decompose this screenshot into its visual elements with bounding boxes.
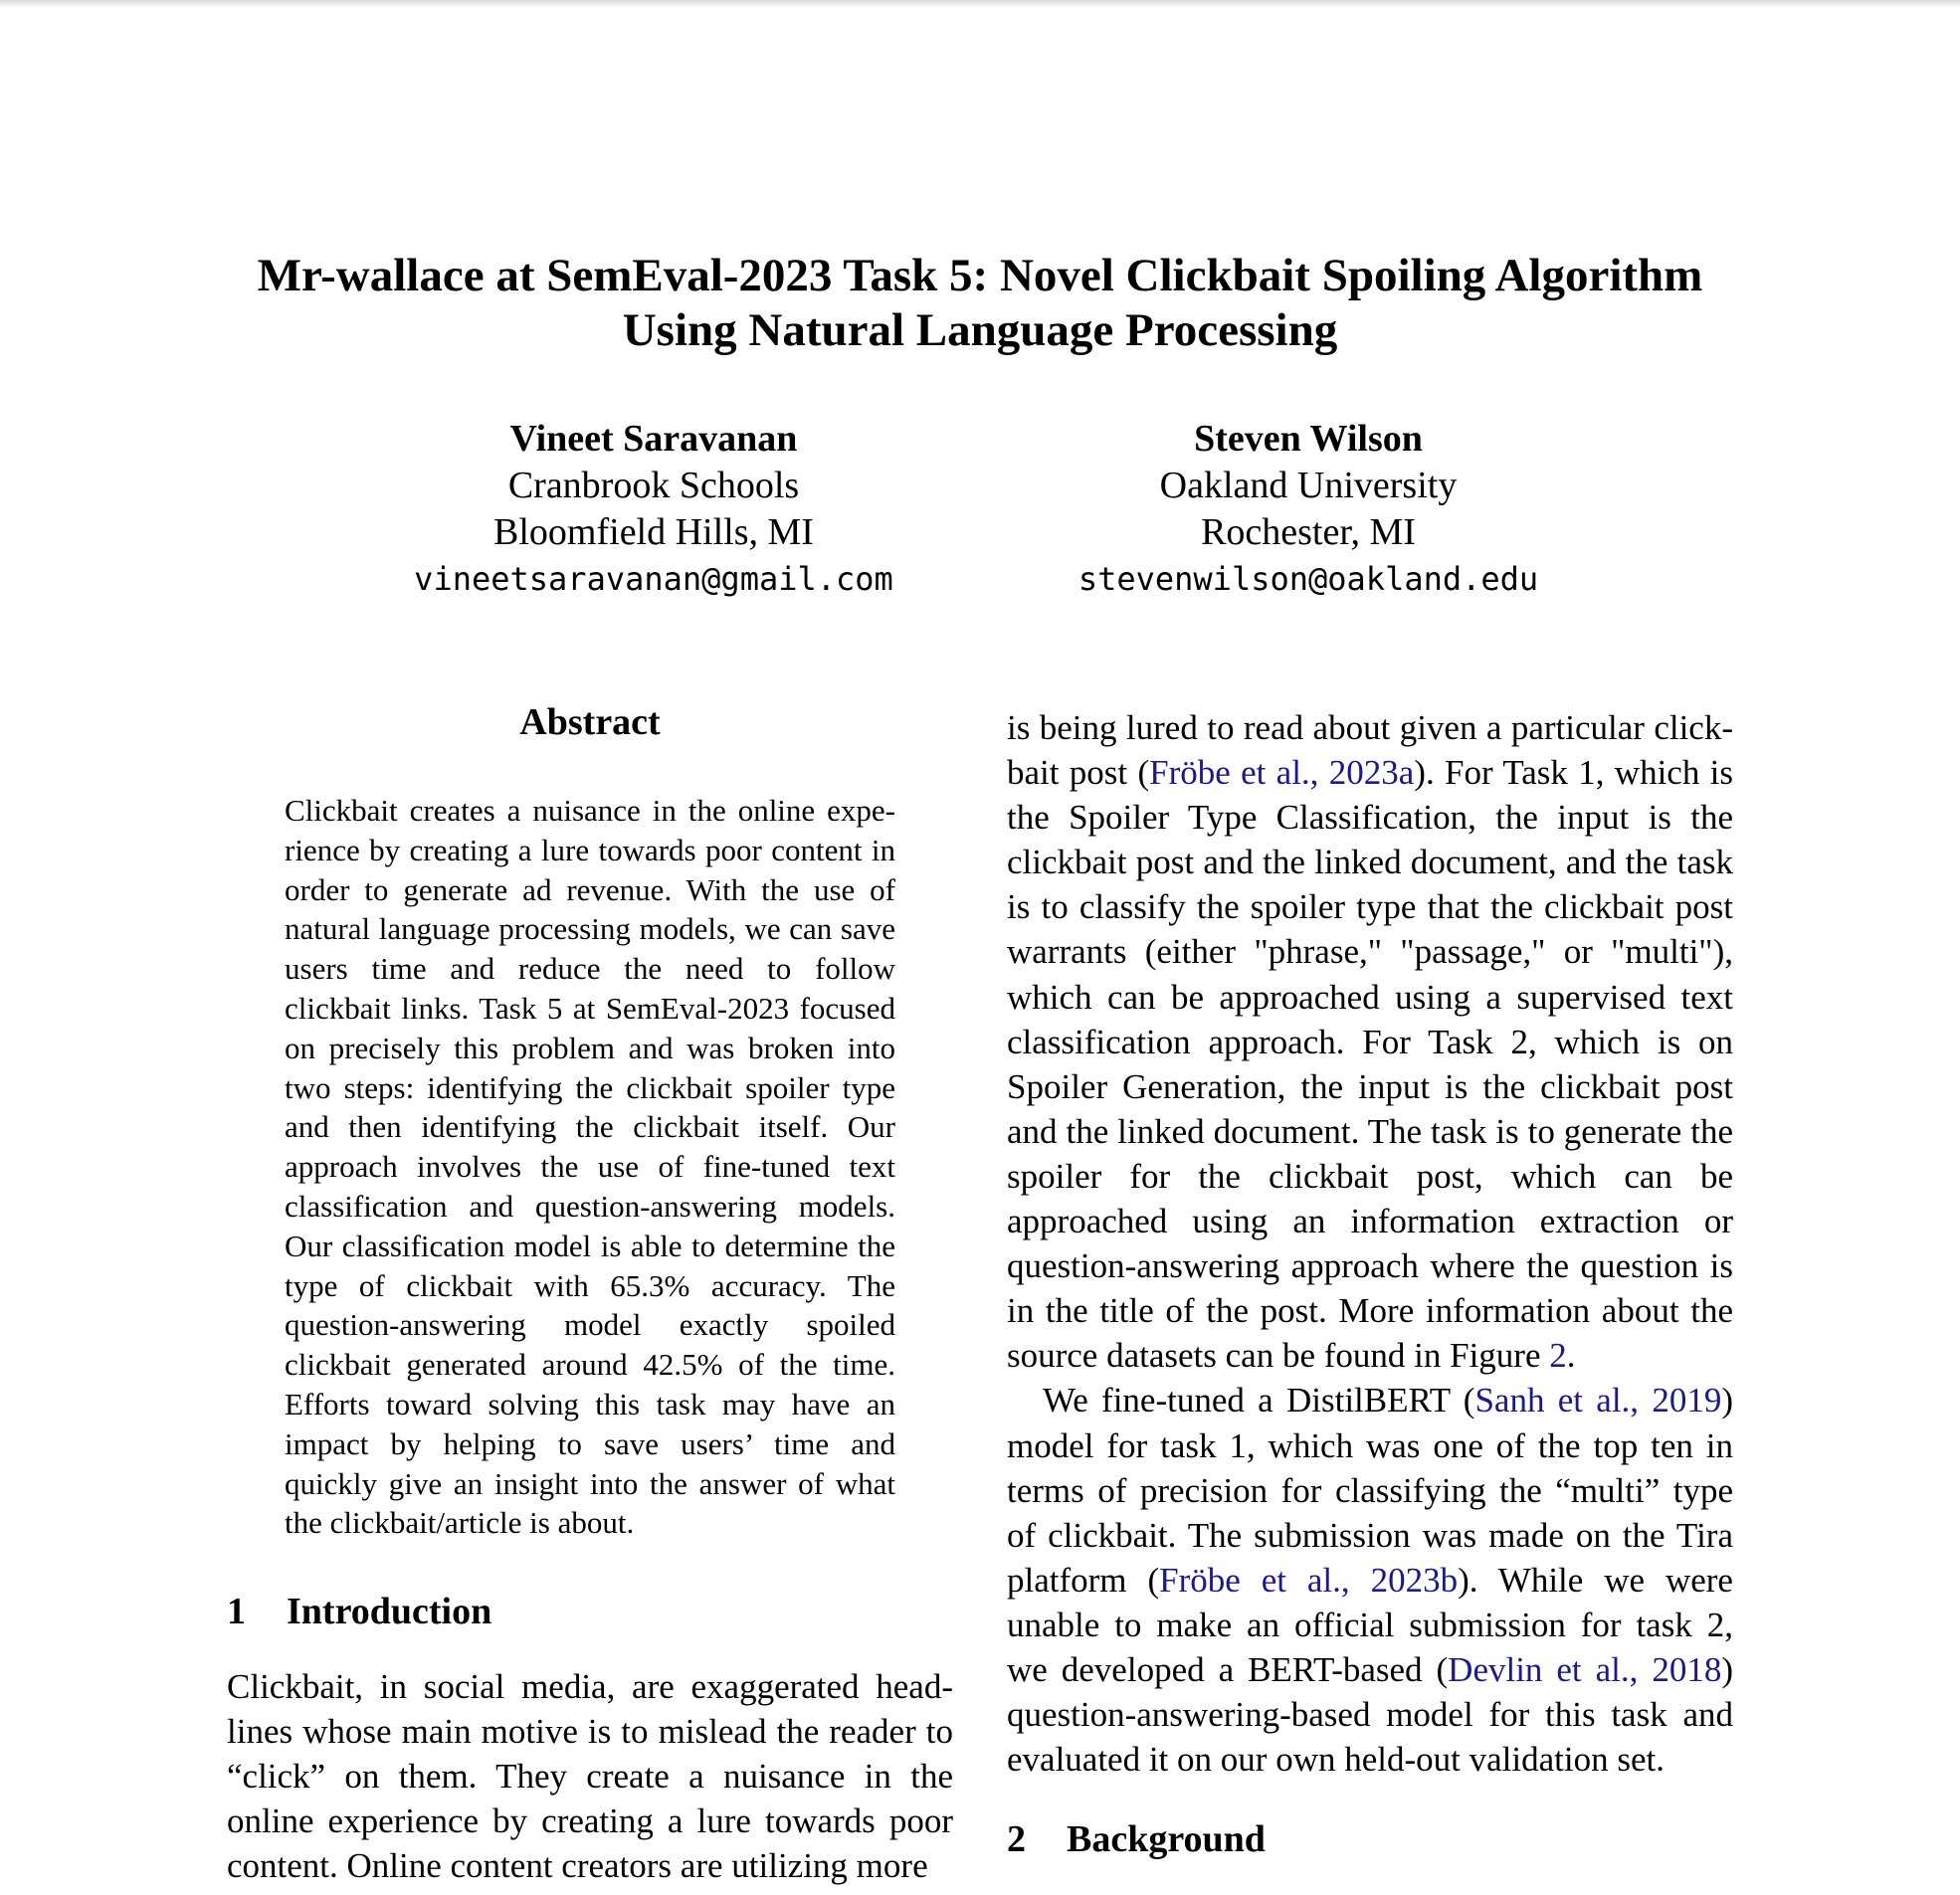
citation-link[interactable]: Sanh et al., 2019 [1474,1381,1722,1421]
citation-link[interactable]: Fröbe et al., 2023a [1149,753,1415,793]
text-run: ) model for task 1, which was one of the top ten in terms of precision for classifying the “multi” type of clickbait. The submission was made on the Tira platform ( [1007,1381,1733,1600]
citation-link[interactable]: Fröbe et al., 2023b [1159,1560,1459,1600]
introduction-text: Clickbait, in social media, are exaggerated headlines whose main motive is to mislead the reader to “click” on them. They create a nuisance in the online experience by creating a lure towards poor content. Online content creators are utilizing more [227,1667,953,1885]
text-run: ). While we were unable to make an official submission for task 2, we developed a BERT-based ( [1007,1560,1733,1689]
text-run: ). For Task 1, which is the Spoiler Type Classification, the input is the clickbait post and the linked document, and the task is to classify the spoiler type that the clickbait post warrants (either "phrase," "passage," or "multi"), which can be approached using a supervised text classification approach. For Task 2, which is on Spoiler Generation, the input is the clickbait post and the linked document. The task is to generate the spoiler for the clickbait post, which can be approached using an information extraction or question-answering approach where the question is in the title of the post. More information about the source datasets can be found in Figure [1007,753,1733,1376]
paper-title-line-2: Using Natural Language Processing [622,304,1338,356]
text-run: ) question-answering-based model for this task and evaluated it on our own held-out validation set. [1007,1649,1733,1780]
author-block-2 [1030,416,1587,603]
page-top-shadow [0,0,1960,8]
paper-title [0,249,1960,358]
paragraph-task-description [1007,705,1733,1378]
section-title: Introduction [287,1591,492,1632]
citation-link[interactable]: Devlin et al., 2018 [1448,1649,1722,1689]
author-location: Bloomfield Hills, MI [493,511,814,553]
author-name: Steven Wilson [1194,418,1423,460]
paragraph-approach [1007,1378,1733,1782]
author-email: stevenwilson@oakland.edu [1078,560,1539,598]
text-run: . [1566,1336,1576,1376]
author-affiliation: Cranbrook Schools [507,465,800,506]
right-column [1007,705,1733,1782]
section-title: Background [1067,1818,1266,1860]
text-run: is being lured to read about given a particular clickbait post ( [1007,708,1733,793]
author-affiliation: Oakland University [1159,465,1458,506]
author-email: vineetsaravanan@gmail.com [414,560,893,598]
author-location: Rochester, MI [1201,511,1416,553]
text-run: We fine-tuned a DistilBERT ( [1043,1381,1475,1421]
abstract-text: Clickbait creates a nuisance in the online experience by creating a lure towards poor content in order to generate ad revenue. With the use of natural language processing models, we can save users time and reduce the need to follow clickbait links. Task 5 at SemEval-2023 focused on precisely this problem and was broken into two steps: identifying the clickbait spoiler type and then identifying the clickbait itself. Our approach involves the use of fine-tuned text classification and question-answering models. Our classification model is able to determine the type of clickbait with 65.3% accuracy. The question-answering model exactly spoiled clickbait generated around 42.5% of the time. Efforts toward solving this task may have an impact by helping to save users’ time and quickly give an insight into the answer of what the clickbait/article is about. [285,793,895,1541]
section-number: 2 [1007,1818,1026,1860]
paper-title-line-1: Mr-wallace at SemEval-2023 Task 5: Novel Clickbait Spoiling Algorithm [257,250,1703,301]
section-heading-introduction [227,1589,491,1634]
section-heading-background [1007,1816,1266,1862]
author-block-1 [375,416,932,603]
section-number: 1 [227,1591,246,1632]
author-name: Vineet Saravanan [509,418,798,460]
abstract-heading: Abstract [519,701,661,743]
figure-reference-link[interactable]: 2 [1549,1336,1567,1376]
